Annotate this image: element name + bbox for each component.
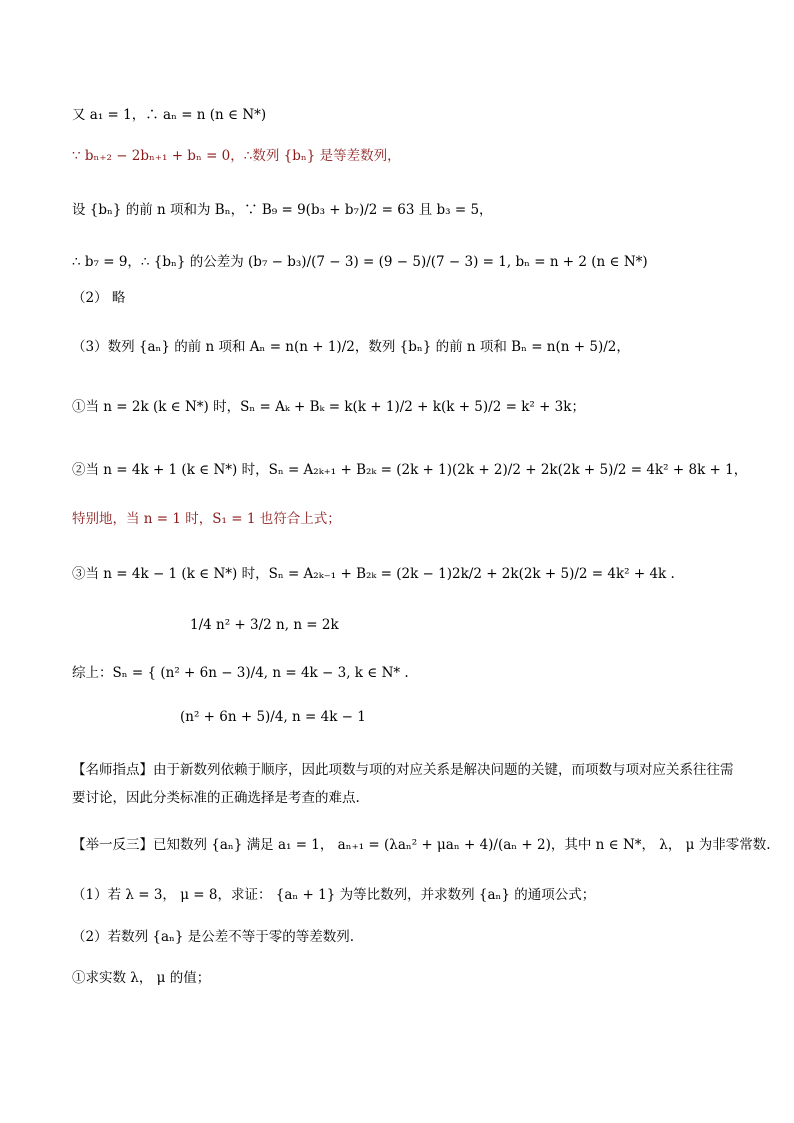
text-line-5: （2） 略	[72, 290, 126, 306]
practice-subpart: ①求实数 λ， μ 的值；	[72, 970, 211, 986]
practice-part-2: （2）若数列 {aₙ} 是公差不等于零的等差数列.	[72, 929, 355, 945]
text-line-4: ∴ b₇ = 9，∴ {bₙ} 的公差为 (b₇ − b₃)/(7 − 3) = (9 − 5)/(7 − 3) = 1, bₙ = n + 2 (n ∈ N*)	[72, 254, 648, 270]
teacher-tip: 【名师指点】由于新数列依赖于顺序，因此项数与项的对应关系是解决问题的关键，而项数与项对应关系往往需要讨论，因此分类标准的正确选择是考查的难点.	[72, 762, 734, 806]
text-line-10: ③当 n = 4k − 1 (k ∈ N*) 时，Sₙ = A₂ₖ₋₁ + B₂ₖ = (2k − 1)2k/2 + 2k(2k + 5)/2 = 4k² + 4k .	[72, 566, 675, 582]
text-line-7: ①当 n = 2k (k ∈ N*) 时，Sₙ = Aₖ + Bₖ = k(k + 1)/2 + k(k + 5)/2 = k² + 3k；	[72, 399, 585, 415]
practice-part-1: （1）若 λ = 3， μ = 8，求证： {aₙ + 1} 为等比数列，并求数列 {aₙ} 的通项公式；	[72, 887, 596, 903]
case-line-3: (n² + 6n + 5)/4, n = 4k − 1	[180, 709, 366, 725]
text-line-2: ∵ bₙ₊₂ − 2bₙ₊₁ + bₙ = 0，∴数列 {bₙ} 是等差数列，	[72, 148, 401, 164]
text-line-6: （3）数列 {aₙ} 的前 n 项和 Aₙ = n(n + 1)/2，数列 {bₙ} 的前 n 项和 Bₙ = n(n + 5)/2，	[72, 339, 630, 355]
case-summary-line: 综上：Sₙ = { (n² + 6n − 3)/4, n = 4k − 3, k ∈ N* .	[72, 665, 409, 681]
case-line-1: 1/4 n² + 3/2 n, n = 2k	[190, 617, 339, 633]
text-line-8: ②当 n = 4k + 1 (k ∈ N*) 时，Sₙ = A₂ₖ₊₁ + B₂ₖ = (2k + 1)(2k + 2)/2 + 2k(2k + 5)/2 = 4k² + 8k + 1，	[72, 462, 748, 478]
text-line-3: 设 {bₙ} 的前 n 项和为 Bₙ，∵ B₉ = 9(b₃ + b₇)/2 = 63 且 b₃ = 5，	[72, 202, 493, 218]
text-line-1: 又 a₁ = 1，∴ aₙ = n (n ∈ N*)	[72, 107, 267, 123]
text-line-9: 特别地，当 n = 1 时，S₁ = 1 也符合上式；	[72, 511, 341, 527]
practice-problem: 【举一反三】已知数列 {aₙ} 满足 a₁ = 1， aₙ₊₁ = (λaₙ² + μaₙ + 4)/(aₙ + 2)，其中 n ∈ N*， λ， μ 为非零常数.	[72, 837, 771, 853]
